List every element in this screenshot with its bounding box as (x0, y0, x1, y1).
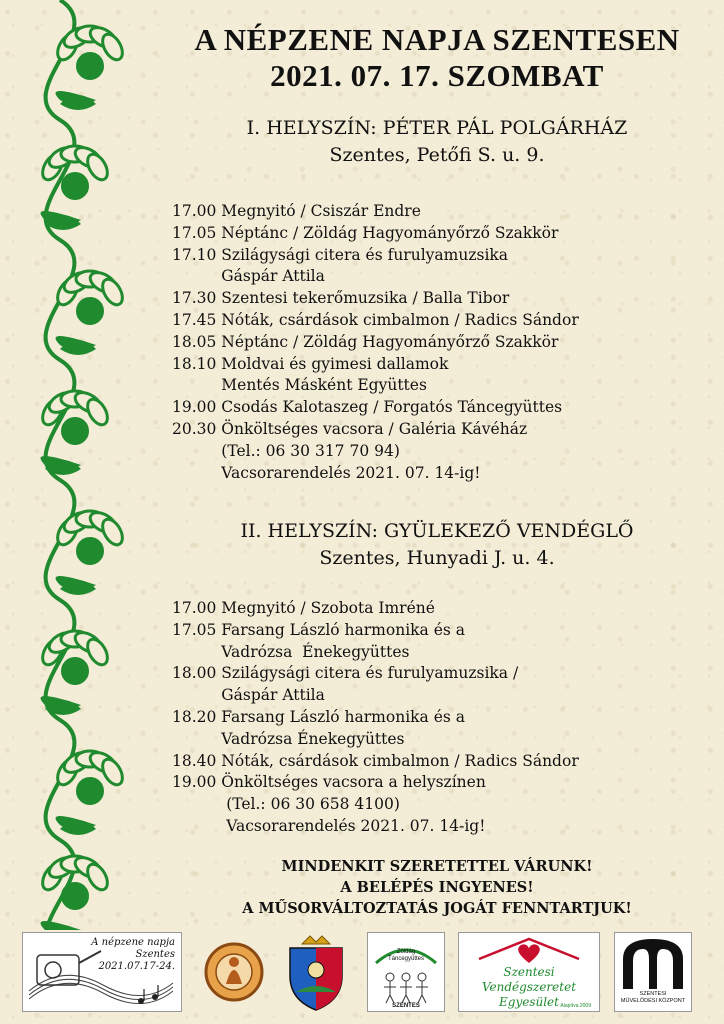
program-line: 17.00 Megnyitó / Csiszár Endre (172, 202, 421, 220)
cultural-center-line-2: MŰVELŐDÉSI KÖZPONT (620, 998, 686, 1004)
program-line: 19.00 Csodás Kalotaszeg / Forgatós Táncegyüttes (172, 398, 563, 417)
closing-line-2: A BELÉPÉS INGYENES! (340, 879, 534, 896)
program-line: 17.45 Nóták, csárdások cimbalmon / Radics Sándor (172, 310, 579, 329)
event-logo (22, 932, 182, 1012)
dance-group-logo (367, 932, 445, 1012)
closing-line-1: MINDENKIT SZERETETTEL VÁRUNK! (281, 858, 593, 875)
venue-1-name: I. HELYSZÍN: PÉTER PÁL POLGÁRHÁZ (246, 117, 628, 139)
program-line: (Tel.: 06 30 658 4100) (172, 795, 400, 814)
venue-2-address: Szentes, Hunyadi J. u. 4. (319, 547, 555, 569)
program-line: 17.05 Farsang László harmonika és a (172, 620, 466, 639)
program-line: 18.20 Farsang László harmonika és a (172, 707, 466, 726)
dancers-icon (368, 933, 444, 1011)
coat-of-arms-logo (282, 932, 350, 1012)
museum-logo (204, 932, 264, 1012)
event-logo-text (91, 937, 175, 973)
program-line: Gáspár Attila (172, 267, 325, 286)
dance-group-name (368, 949, 444, 963)
museum-seal-icon (204, 932, 264, 1012)
event-logo-line-3: 2021.07.17-24. (98, 961, 175, 972)
hospitality-logo (458, 932, 600, 1012)
venue-1-program (172, 201, 712, 484)
sponsor-logos (0, 932, 724, 1012)
program-line: Vadrózsa Énekegyüttes (172, 642, 410, 661)
program-line: 18.10 Moldvai és gyimesi dallamok (172, 354, 449, 373)
program-line: Mentés Másként Együttes (172, 376, 427, 395)
flower-ornament (54, 509, 127, 595)
venue-1-header (150, 115, 724, 169)
flower-ornament (39, 629, 112, 715)
program-line: 17.00 Megnyitó / Szobota Imréné (172, 599, 435, 617)
flower-ornament (39, 389, 112, 475)
title-line-1: A NÉPZENE NAPJA SZENTESEN (194, 22, 680, 57)
dance-group-line-1: Zöldág (396, 949, 416, 955)
program-line: Vacsorarendelés 2021. 07. 14-ig! (172, 463, 481, 482)
dance-group-line-2: Táncegyüttes (387, 956, 425, 962)
program-line: (Tel.: 06 30 317 70 94) (172, 441, 400, 460)
cultural-center-logo (614, 932, 692, 1012)
program-line: 17.30 Szentesi tekerőmuzsika / Balla Tibor (172, 289, 510, 308)
program-line: Vadrózsa Énekegyüttes (172, 729, 405, 748)
flower-ornament (54, 24, 127, 110)
program-line: 17.05 Néptánc / Zöldág Hagyományőrző Szakkör (172, 223, 559, 242)
cultural-center-name (615, 991, 691, 1005)
program-line: 17.10 Szilágysági citera és furulyamuzsika (172, 245, 509, 264)
program-line: 19.00 Önköltséges vacsora a helyszínen (172, 773, 486, 792)
hospitality-line-1: Szentesi Vendégszeretet (481, 965, 577, 994)
hospitality-founded: Alapítva 2009 (560, 1003, 591, 1009)
venue-2-program (172, 598, 712, 838)
hospitality-line-2: Egyesület (499, 995, 559, 1009)
flower-ornament (39, 144, 112, 230)
venue-2-header (150, 518, 724, 572)
dance-group-city: SZENTES (392, 1003, 420, 1009)
heart-icon (459, 933, 599, 967)
title-line-2: 2021. 07. 17. SZOMBAT (270, 58, 604, 93)
program-line: Gáspár Attila (172, 686, 325, 705)
page-title (150, 22, 724, 94)
cultural-center-line-1: SZENTESI (639, 991, 667, 997)
venue-2-name: II. HELYSZÍN: GYÜLEKEZŐ VENDÉGLŐ (240, 520, 634, 542)
flower-ornament (54, 269, 127, 355)
flower-ornament (54, 749, 127, 835)
coat-of-arms-icon (282, 932, 350, 1012)
program-line: 18.40 Nóták, csárdások cimbalmon / Radics Sándor (172, 751, 579, 770)
venue-1-address: Szentes, Petőfi S. u. 9. (329, 144, 545, 166)
program-line: 18.00 Szilágysági citera és furulyamuzsika / (172, 664, 519, 683)
closing-line-3: A MŰSORVÁLTOZTATÁS JOGÁT FENNTARTJUK! (242, 900, 632, 917)
closing-notice (150, 856, 724, 919)
program-line: 18.05 Néptánc / Zöldág Hagyományőrző Szakkör (172, 332, 559, 351)
event-logo-line-1: A népzene napja (91, 937, 175, 948)
event-logo-line-2: Szentes (135, 949, 175, 960)
floral-vine-ornament (0, 0, 170, 930)
program-line: Vacsorarendelés 2021. 07. 14-ig! (172, 816, 486, 835)
program-line: 20.30 Önköltséges vacsora / Galéria Kávéház (172, 419, 528, 438)
